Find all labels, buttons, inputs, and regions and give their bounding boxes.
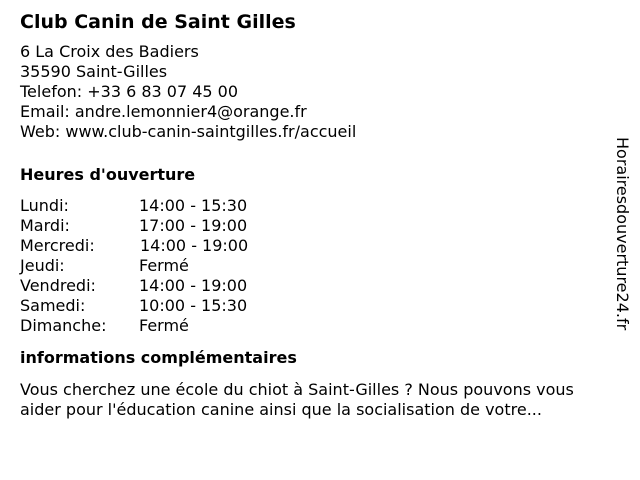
hours-row-friday	[20, 276, 610, 296]
business-name: Club Canin de Saint Gilles	[20, 11, 296, 33]
hours-row-monday	[20, 196, 610, 216]
address-city: 35590 Saint-Gilles	[20, 62, 168, 81]
business-card	[20, 10, 610, 420]
hours-row-saturday	[20, 296, 610, 316]
phone-line: Telefon: +33 6 83 07 45 00	[20, 82, 239, 101]
hours-row-sunday	[20, 316, 610, 336]
day-label: Dimanche:	[20, 316, 107, 335]
opening-hours-table	[20, 196, 610, 336]
watermark-vertical	[612, 137, 632, 372]
watermark-text: Horairesdouverture24.fr	[613, 137, 632, 331]
time-value: 10:00 - 15:30	[139, 296, 248, 315]
opening-hours-heading: Heures d'ouverture	[20, 165, 196, 184]
additional-info-text: Vous cherchez une école du chiot à Saint-Gilles ? Nous pouvons vous aider pour l'éducation canine ainsi que la socialisation de votre...	[20, 380, 574, 419]
day-label: Vendredi:	[20, 276, 96, 295]
day-label: Lundi:	[20, 196, 69, 215]
time-value: 14:00 - 19:00	[139, 276, 248, 295]
day-label: Jeudi:	[20, 256, 65, 275]
day-label: Mercredi:	[20, 236, 95, 255]
contact-block	[20, 42, 610, 142]
day-label: Samedi:	[20, 296, 86, 315]
website-line: Web: www.club-canin-saintgilles.fr/accueil	[20, 122, 357, 141]
hours-row-tuesday	[20, 216, 610, 236]
additional-info-heading: informations complémentaires	[20, 348, 297, 367]
hours-row-wednesday	[20, 236, 610, 256]
day-label: Mardi:	[20, 216, 70, 235]
hours-row-thursday	[20, 256, 610, 276]
time-value: 17:00 - 19:00	[139, 216, 248, 235]
time-value: 14:00 - 19:00	[140, 236, 249, 255]
time-value: Fermé	[139, 256, 189, 275]
email-line: Email: andre.lemonnier4@orange.fr	[20, 102, 307, 121]
address-street: 6 La Croix des Badiers	[20, 42, 199, 61]
time-value: 14:00 - 15:30	[139, 196, 248, 215]
time-value: Fermé	[139, 316, 189, 335]
